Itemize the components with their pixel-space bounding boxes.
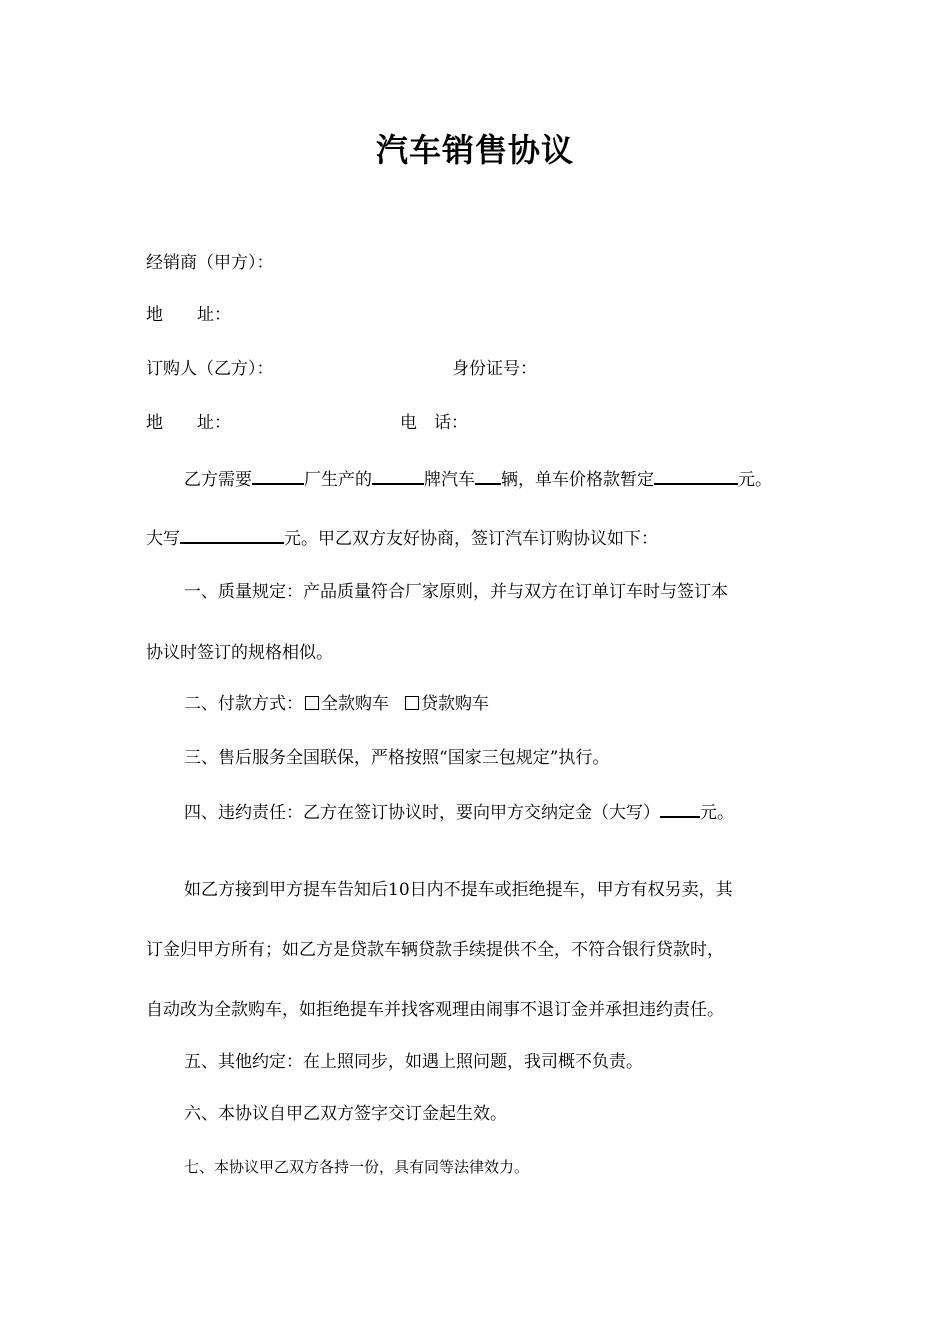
agreement-intro-text: 元。甲乙双方友好协商，签订汽车订购协议如下： bbox=[284, 529, 658, 549]
clause-2-line bbox=[184, 691, 489, 717]
full-payment-label: 全款购车 bbox=[321, 694, 389, 714]
clause-4-line bbox=[184, 798, 734, 826]
breach-text-1: 如乙方接到甲方提车告知后10日内不提车或拒绝提车，甲方有权另卖，其 bbox=[184, 880, 733, 900]
document-title: 汽车销售协议 bbox=[375, 131, 574, 169]
buyer-line bbox=[146, 356, 274, 382]
purchase-paragraph-line2 bbox=[146, 524, 658, 552]
id-number-line bbox=[452, 356, 537, 382]
clause-1-line1 bbox=[184, 579, 728, 605]
clause-1-line2 bbox=[146, 640, 333, 666]
clause-3-text: 三、售后服务全国联保，严格按照“国家三包规定”执行。 bbox=[184, 748, 610, 768]
clause-5-line bbox=[184, 1049, 643, 1075]
clause-4-text: 四、违约责任：乙方在签订协议时，要向甲方交纳定金（大写） bbox=[184, 803, 660, 823]
payment-method-label: 二、付款方式： bbox=[184, 694, 303, 714]
dealer-address-label: 地 址： bbox=[146, 305, 231, 325]
breach-paragraph-line1 bbox=[184, 877, 733, 903]
quantity-blank[interactable] bbox=[475, 465, 501, 485]
buyer-address-line bbox=[146, 410, 231, 436]
breach-text-3: 自动改为全款购车，如拒绝提车并找客观理由闹事不退订金并承担违约责任。 bbox=[146, 1000, 724, 1020]
breach-paragraph-line3 bbox=[146, 997, 724, 1023]
clause-7-text: 七、本协议甲乙双方各持一份，具有同等法律效力。 bbox=[184, 1158, 530, 1176]
phone-line bbox=[400, 410, 468, 436]
manufacturer-blank[interactable] bbox=[252, 465, 304, 485]
buyer-address-label: 地 址： bbox=[146, 413, 231, 433]
clause-3-line bbox=[184, 745, 609, 771]
purchase-text-a: 乙方需要 bbox=[184, 470, 252, 490]
purchase-text-b: 厂生产的 bbox=[304, 470, 372, 490]
purchase-paragraph-line1 bbox=[184, 465, 772, 493]
deposit-blank[interactable] bbox=[660, 798, 700, 818]
purchase-text-d: 辆，单车价格款暂定 bbox=[501, 470, 654, 490]
breach-paragraph-line2 bbox=[146, 937, 724, 963]
clause-6-text: 六、本协议自甲乙双方签字交订金起生效。 bbox=[184, 1104, 507, 1124]
clause-5-text: 五、其他约定：在上照同步，如遇上照问题，我司概不负责。 bbox=[184, 1052, 643, 1072]
dealer-label: 经销商（甲方）： bbox=[146, 253, 274, 273]
dealer-line bbox=[146, 250, 274, 276]
unit-price-blank[interactable] bbox=[654, 465, 738, 485]
clause-1-text: 一、质量规定：产品质量符合厂家原则，并与双方在订单订车时与签订本 bbox=[184, 582, 728, 602]
full-payment-checkbox[interactable] bbox=[305, 696, 319, 710]
phone-label: 电 话： bbox=[400, 413, 468, 433]
purchase-text-c: 牌汽车 bbox=[424, 470, 475, 490]
loan-payment-checkbox[interactable] bbox=[405, 696, 419, 710]
loan-payment-label: 贷款购车 bbox=[421, 694, 489, 714]
purchase-text-e: 元。 bbox=[738, 470, 772, 490]
clause-6-line bbox=[184, 1101, 507, 1127]
brand-blank[interactable] bbox=[372, 465, 424, 485]
clause-1-text-cont: 协议时签订的规格相似。 bbox=[146, 643, 333, 663]
breach-text-2: 订金归甲方所有；如乙方是贷款车辆贷款手续提供不全，不符合银行贷款时， bbox=[146, 940, 724, 960]
amount-words-blank[interactable] bbox=[180, 524, 284, 544]
id-number-label: 身份证号： bbox=[452, 359, 537, 379]
dealer-address-line bbox=[146, 302, 231, 328]
clause-4-text-end: 元。 bbox=[700, 803, 734, 823]
amount-words-label: 大写 bbox=[146, 529, 180, 549]
clause-7-line bbox=[184, 1154, 529, 1180]
buyer-label: 订购人（乙方）： bbox=[146, 359, 274, 379]
